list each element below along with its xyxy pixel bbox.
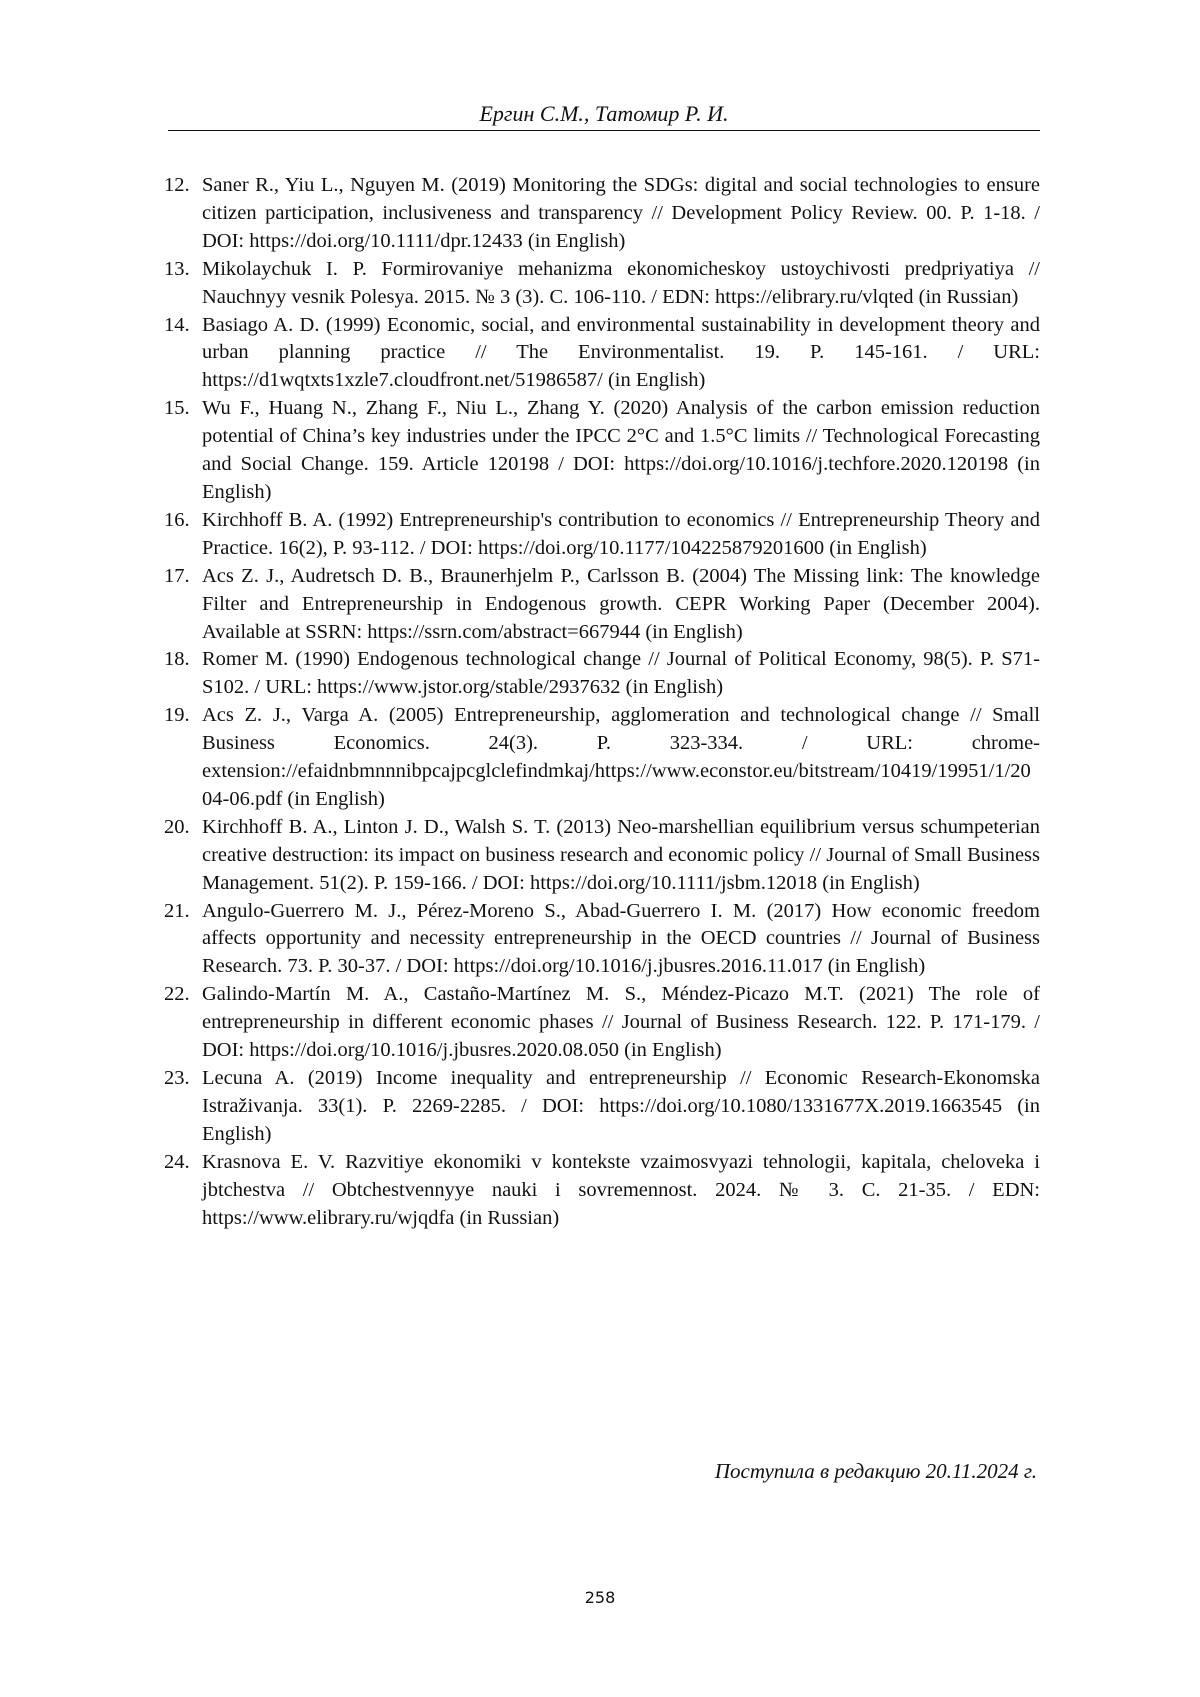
reference-text: Acs Z. J., Audretsch D. B., Braunerhjelm P., Carlsson B. (2004) The Missing link: The knowledge Filter and Entrepreneurship in Endogenous growth. CEPR Working Paper (December 2004). Available at SSRN: https://ssrn.com/abstract=667944 (in English) xyxy=(202,564,1040,643)
reference-item xyxy=(160,507,1040,563)
reference-number: 14. xyxy=(164,313,190,336)
reference-text: Galindo-Martín M. A., Castaño-Martínez M. S., Méndez-Picazo M.T. (2021) The role of entrepreneurship in different economic phases // Journal of Business Research. 122. P. 171-179. / DOI: https://doi.org/10.1016/j.jbusres.2020.08.050 (in English) xyxy=(202,983,1040,1062)
reference-number: 22. xyxy=(164,983,190,1006)
reference-item xyxy=(160,395,1040,507)
page-number: 258 xyxy=(584,1588,616,1607)
reference-text: Angulo-Guerrero M. J., Pérez-Moreno S., Abad-Guerrero I. M. (2017) How economic freedom affects opportunity and necessity entrepreneurship in the OECD countries // Journal of Business Research. 73. P. 30-37. / DOI: https://doi.org/10.1016/j.jbusres.2016.11.017 (in English) xyxy=(202,899,1040,978)
reference-number: 12. xyxy=(164,174,190,196)
reference-text: Mikolaychuk I. P. Formirovaniye mehanizma ekonomicheskoy ustoychivosti predpriyatiya // Nauchnyy vesnik Polesya. 2015. № 3 (3). C. 106-110. / EDN: https://elibrary.ru/vlqted (in Russian) xyxy=(202,257,1040,308)
reference-number: 20. xyxy=(164,815,190,838)
reference-number: 13. xyxy=(164,257,190,280)
reference-item xyxy=(160,702,1040,814)
reference-text: Krasnova E. V. Razvitiye ekonomiki v kontekste vzaimosvyazi tehnologii, kapitala, cheloveka i jbtchestva // Obtchestvennyye nauki i sovremennost. 2024. № 3. C. 21-35. / EDN: https://www.elibrary.ru/wjqdfa (in Russian) xyxy=(202,1150,1040,1229)
reference-number: 24. xyxy=(164,1150,190,1173)
reference-item xyxy=(160,814,1040,898)
reference-text: Lecuna A. (2019) Income inequality and entrepreneurship // Economic Research-Ekonomska Istraživanja. 33(1). P. 2269-2285. / DOI: https://doi.org/10.1080/1331677X.2019.1663545 (in English) xyxy=(202,1067,1040,1145)
reference-number: 23. xyxy=(164,1067,190,1089)
reference-item xyxy=(160,312,1040,396)
reference-number: 15. xyxy=(164,397,190,420)
reference-text: Kirchhoff B. A., Linton J. D., Walsh S. T. (2013) Neo-marshellian equilibrium versus schumpeterian creative destruction: its impact on business research and economic policy // Journal of Small Business Management. 51(2). P. 159-166. / DOI: https://doi.org/10.1111/jsbm.12018 (in English) xyxy=(202,815,1040,894)
reference-item xyxy=(160,981,1040,1065)
reference-item xyxy=(160,898,1040,982)
reference-number: 16. xyxy=(164,508,190,531)
reference-item xyxy=(160,646,1040,702)
reference-text: Kirchhoff B. A. (1992) Entrepreneurship's contribution to economics // Entrepreneurship Theory and Practice. 16(2), P. 93-112. / DOI: https://doi.org/10.1177/104225879201600 (in English) xyxy=(202,508,1040,559)
reference-text: Romer M. (1990) Endogenous technological change // Journal of Political Economy, 98(5). P. S71-S102. / URL: https://www.jstor.org/stable/2937632 (in English) xyxy=(202,648,1040,699)
running-header: Ергин С.М., Татомир Р. И. xyxy=(479,101,729,126)
reference-number: 21. xyxy=(164,899,190,922)
reference-item xyxy=(160,1065,1040,1149)
received-date-note: Поступила в редакцию 20.11.2024 г. xyxy=(714,1459,1037,1483)
reference-item xyxy=(160,256,1040,312)
reference-number: 18. xyxy=(164,648,190,671)
reference-text: Acs Z. J., Varga A. (2005) Entrepreneurship, agglomeration and technological change // Small Business Economics. 24(3). P. 323-334. / URL: chrome-extension://efaidnbmnnnibpcajpcglclefindmkaj/https://www.econstor.eu/bitstream/10419/19951/1/2004-06.pdf (in English) xyxy=(202,704,1040,810)
reference-item xyxy=(160,172,1040,256)
reference-number: 17. xyxy=(164,564,190,587)
header-divider xyxy=(168,130,1040,131)
reference-text: Basiago A. D. (1999) Economic, social, and environmental sustainability in development theory and urban planning practice // The Environmentalist. 19. P. 145-161. / URL: https://d1wqtxts1xzle7.cloudfront.net/51986587/ (in English) xyxy=(202,313,1040,392)
reference-text: Saner R., Yiu L., Nguyen M. (2019) Monitoring the SDGs: digital and social technologies to ensure citizen participation, inclusiveness and transparency // Development Policy Review. 00. P. 1-18. / DOI: https://doi.org/10.1111/dpr.12433 (in English) xyxy=(202,174,1040,252)
reference-text: Wu F., Huang N., Zhang F., Niu L., Zhang Y. (2020) Analysis of the carbon emission reduction potential of China’s key industries under the IPCC 2°C and 1.5°C limits // Technological Forecasting and Social Change. 159. Article 120198 / DOI: https://doi.org/10.1016/j.techfore.2020.120198 (in English) xyxy=(202,397,1040,503)
reference-item xyxy=(160,563,1040,647)
reference-list xyxy=(160,172,1040,1232)
reference-item xyxy=(160,1149,1040,1233)
reference-number: 19. xyxy=(164,704,190,727)
